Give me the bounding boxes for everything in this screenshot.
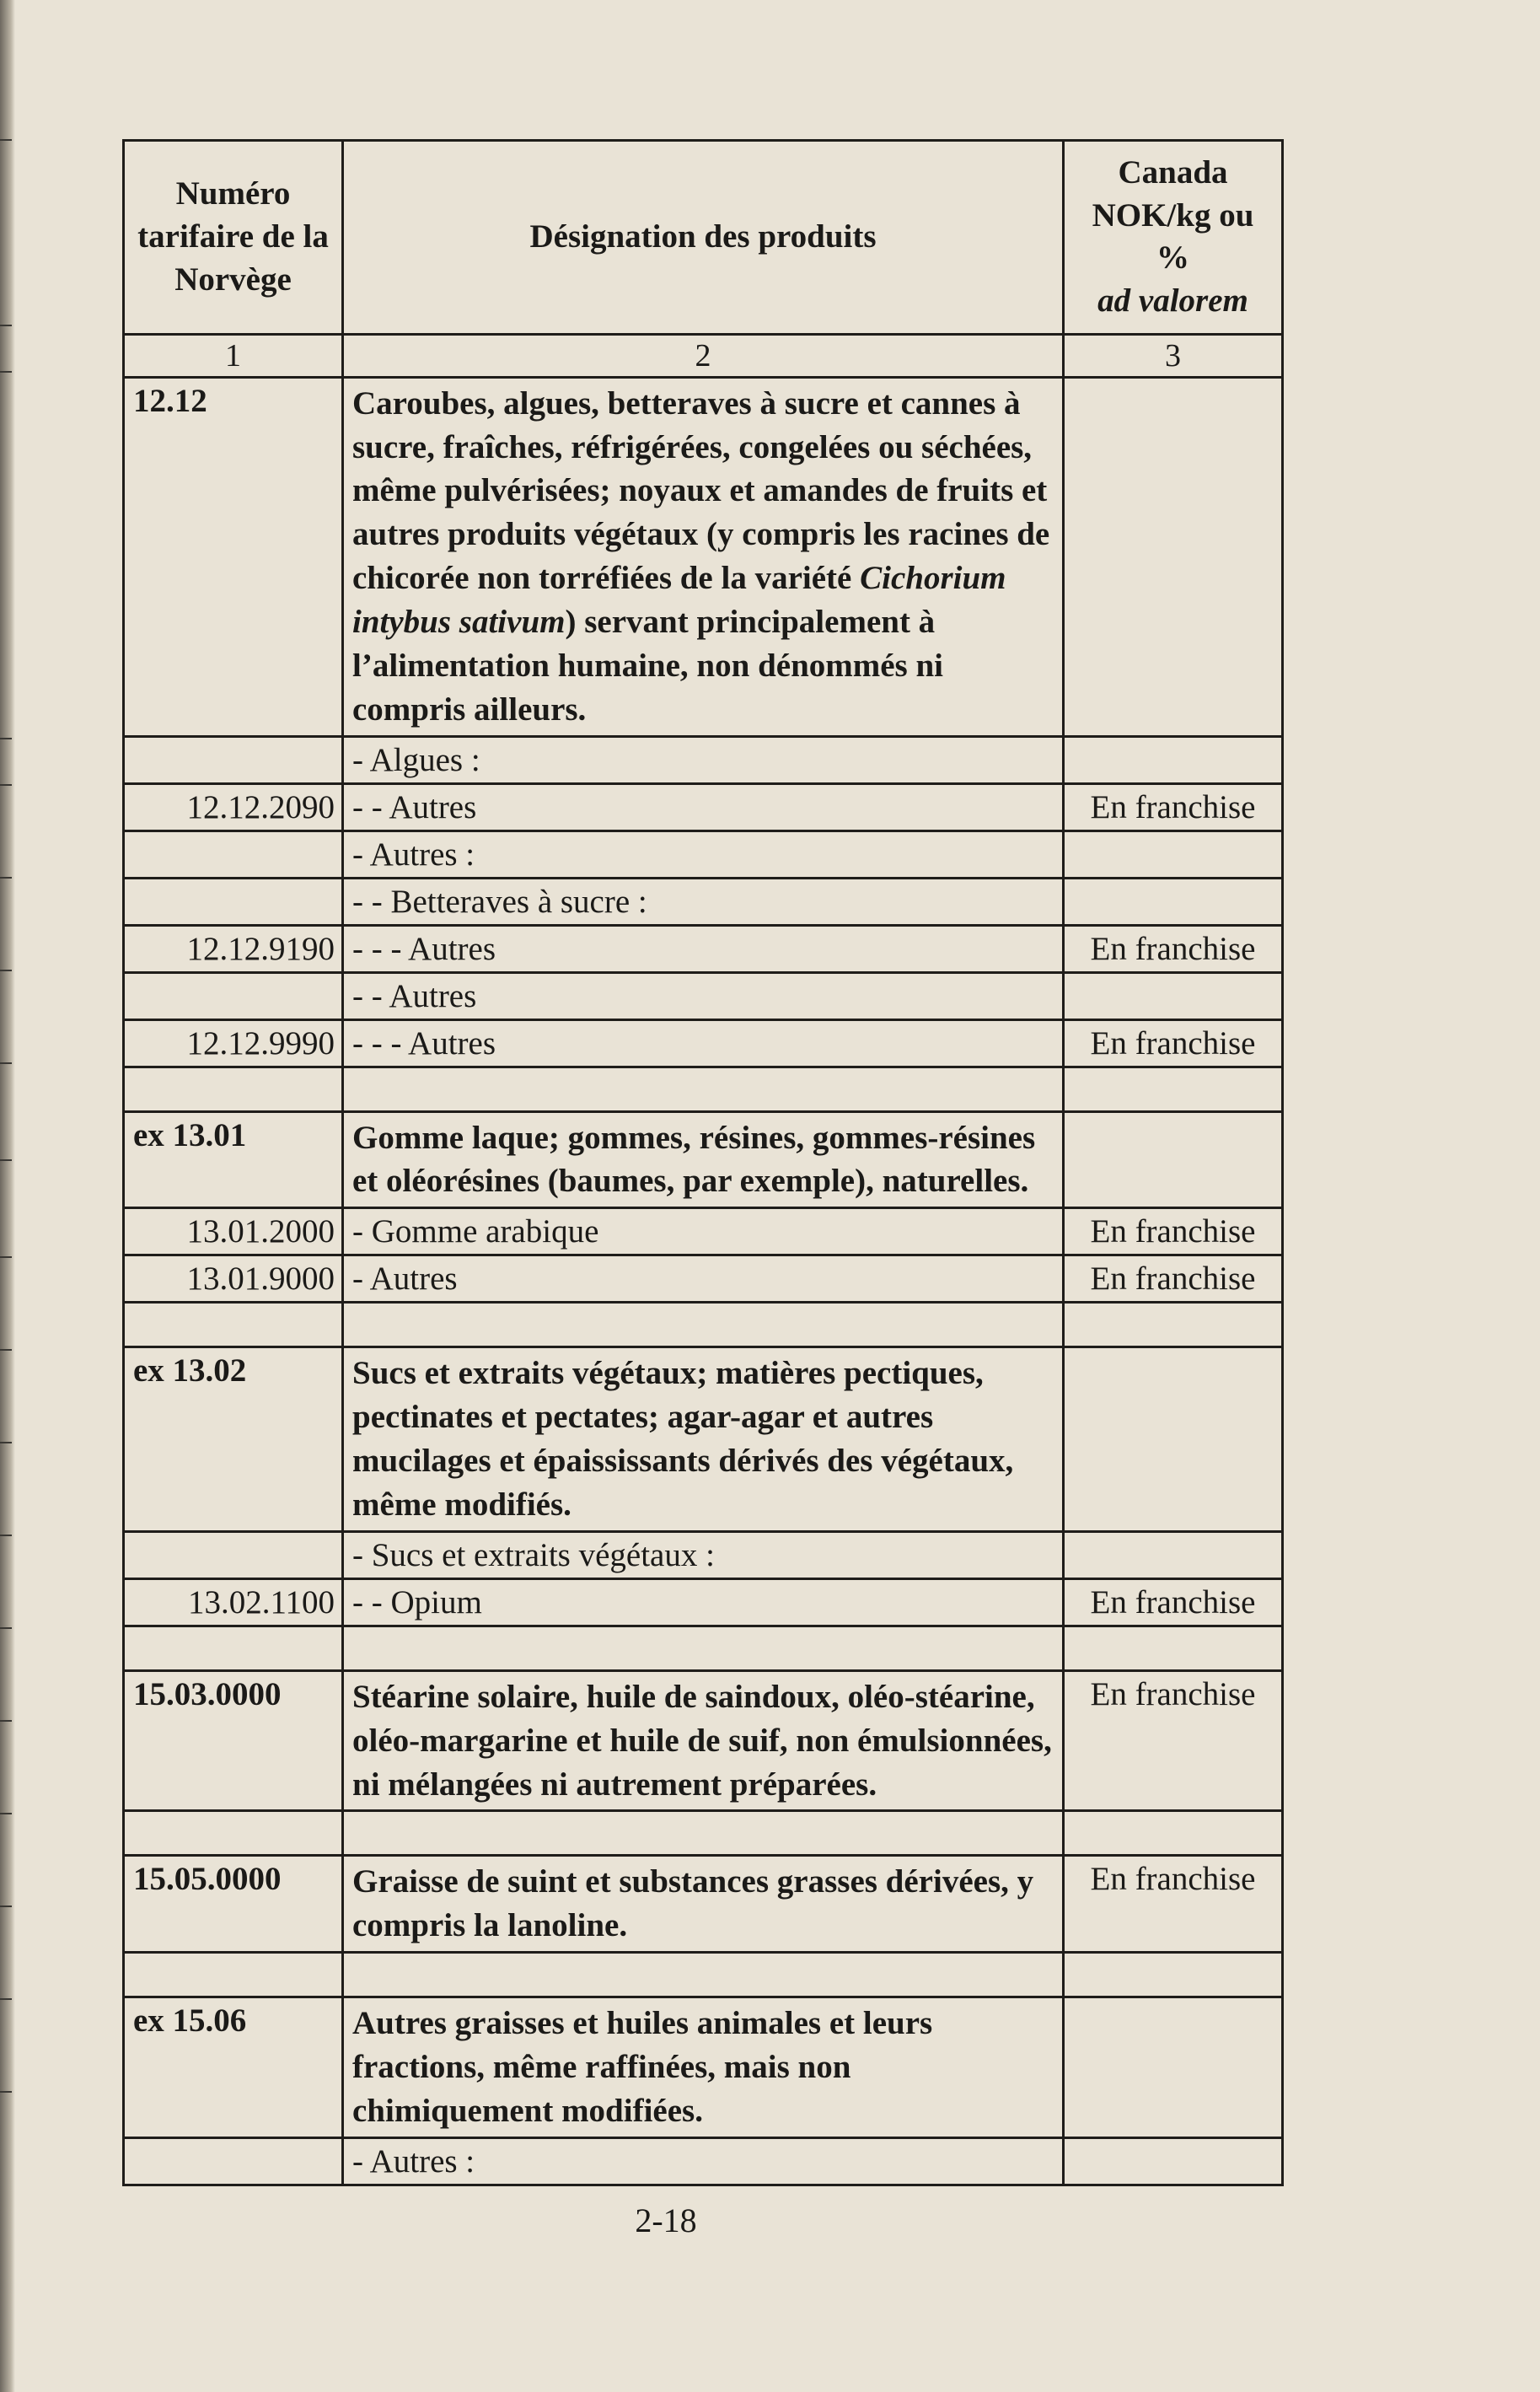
- table-row: [124, 1111, 1283, 1208]
- product-description: Graisse de suint et substances grasses dérivées, y compris la lanoline.: [343, 1856, 1064, 1953]
- rate-cell: [1064, 377, 1283, 736]
- spacer-row: [124, 1067, 1283, 1111]
- column-number-2: 2: [343, 334, 1064, 377]
- column-number-3: 3: [1064, 334, 1283, 377]
- table-row: [124, 1856, 1283, 1953]
- table-row: [124, 1208, 1283, 1255]
- rate-cell: En franchise: [1064, 925, 1283, 972]
- rate-cell: [1064, 2137, 1283, 2185]
- product-description: - - Opium: [343, 1578, 1064, 1626]
- rate-cell: En franchise: [1064, 1578, 1283, 1626]
- header-nok-kg: NOK/kg ou: [1092, 196, 1254, 234]
- rate-cell: En franchise: [1064, 1856, 1283, 1953]
- tariff-code: [124, 972, 343, 1019]
- product-description: - Gomme arabique: [343, 1208, 1064, 1255]
- header-canada-rate: [1064, 141, 1283, 335]
- rate-cell: [1064, 972, 1283, 1019]
- product-description: - Autres :: [343, 2137, 1064, 2185]
- table-row: [124, 1670, 1283, 1811]
- table-row: [124, 1347, 1283, 1531]
- tariff-code: 12.12.2090: [124, 783, 343, 830]
- tariff-code: 12.12.9190: [124, 925, 343, 972]
- rate-cell: [1064, 1347, 1283, 1531]
- header-tariff-number: Numéro tarifaire de la Norvège: [124, 141, 343, 335]
- rate-cell: En franchise: [1064, 1208, 1283, 1255]
- table-row: [124, 925, 1283, 972]
- table-row: [124, 1997, 1283, 2138]
- table-row: [124, 783, 1283, 830]
- table-header-row: [124, 141, 1283, 335]
- header-description: Désignation des produits: [343, 141, 1064, 335]
- product-description: - - - Autres: [343, 1019, 1064, 1067]
- tariff-code: 12.12.9990: [124, 1019, 343, 1067]
- spacer-row: [124, 1626, 1283, 1670]
- product-description: - Autres :: [343, 830, 1064, 878]
- rate-cell: [1064, 736, 1283, 783]
- table-row: [124, 1531, 1283, 1578]
- tariff-table: [122, 139, 1284, 2186]
- tariff-code: 15.05.0000: [124, 1856, 343, 1953]
- table-row: [124, 736, 1283, 783]
- spacer-row: [124, 1303, 1283, 1347]
- rate-cell: [1064, 830, 1283, 878]
- product-description: - Algues :: [343, 736, 1064, 783]
- adjacent-page-rules: [0, 0, 15, 2392]
- table-row: [124, 1019, 1283, 1067]
- tariff-code: [124, 2137, 343, 2185]
- tariff-code: [124, 1531, 343, 1578]
- product-description: Autres graisses et huiles animales et leurs fractions, même raffinées, mais non chimiquement modifiées.: [343, 1997, 1064, 2138]
- product-description: Sucs et extraits végétaux; matières pectiques, pectinates et pectates; agar-agar et autres mucilages et épaississants dérivés des végétaux, même modifiés.: [343, 1347, 1064, 1531]
- page-number: 2-18: [635, 2201, 697, 2239]
- rate-cell: En franchise: [1064, 783, 1283, 830]
- table-row: [124, 1255, 1283, 1303]
- header-percent: %: [1156, 239, 1189, 277]
- tariff-code: ex 13.02: [124, 1347, 343, 1531]
- header-canada: Canada: [1118, 154, 1228, 191]
- rate-cell: [1064, 1111, 1283, 1208]
- table-row: [124, 2137, 1283, 2185]
- table-row: [124, 830, 1283, 878]
- table-row: [124, 878, 1283, 925]
- column-number-1: 1: [124, 334, 343, 377]
- tariff-code: [124, 878, 343, 925]
- product-description: Stéarine solaire, huile de saindoux, oléo-stéarine, oléo-margarine et huile de suif, non émulsionnées, ni mélangées ni autrement préparées.: [343, 1670, 1064, 1811]
- tariff-code: 15.03.0000: [124, 1670, 343, 1811]
- rate-cell: [1064, 1997, 1283, 2138]
- tariff-code: ex 13.01: [124, 1111, 343, 1208]
- product-description: - Sucs et extraits végétaux :: [343, 1531, 1064, 1578]
- tariff-code: 13.02.1100: [124, 1578, 343, 1626]
- tariff-code: 13.01.2000: [124, 1208, 343, 1255]
- product-description: - Autres: [343, 1255, 1064, 1303]
- rate-cell: [1064, 878, 1283, 925]
- rate-cell: En franchise: [1064, 1255, 1283, 1303]
- header-ad-valorem: ad valorem: [1097, 282, 1248, 320]
- spacer-row: [124, 1811, 1283, 1856]
- scientific-name: Cichorium intybus sativum: [352, 560, 1006, 641]
- tariff-code: 12.12: [124, 377, 343, 736]
- tariff-code: 13.01.9000: [124, 1255, 343, 1303]
- product-description: - - Autres: [343, 783, 1064, 830]
- tariff-code: [124, 830, 343, 878]
- table-row: [124, 972, 1283, 1019]
- column-number-row: [124, 334, 1283, 377]
- rate-cell: [1064, 1531, 1283, 1578]
- tariff-table-container: [122, 139, 1281, 2186]
- rate-cell: En franchise: [1064, 1670, 1283, 1811]
- tariff-code: ex 15.06: [124, 1997, 343, 2138]
- product-description: Caroubes, algues, betteraves à sucre et cannes à sucre, fraîches, réfrigérées, congelées ou séchées, même pulvérisées; noyaux et amandes de fruits et autres produits végétaux (y compris les racines de chicorée non torréfiées de la variété Cichorium intybus sativum) servant principalement à l’alimentation humaine, non dénommés ni compris ailleurs.: [343, 377, 1064, 736]
- product-description: - - - Autres: [343, 925, 1064, 972]
- spacer-row: [124, 1953, 1283, 1997]
- table-row: [124, 377, 1283, 736]
- product-description: - - Betteraves à sucre :: [343, 878, 1064, 925]
- product-description: - - Autres: [343, 972, 1064, 1019]
- table-row: [124, 1578, 1283, 1626]
- rate-cell: En franchise: [1064, 1019, 1283, 1067]
- tariff-code: [124, 736, 343, 783]
- product-description: Gomme laque; gommes, résines, gommes-résines et oléorésines (baumes, par exemple), naturelles.: [343, 1111, 1064, 1208]
